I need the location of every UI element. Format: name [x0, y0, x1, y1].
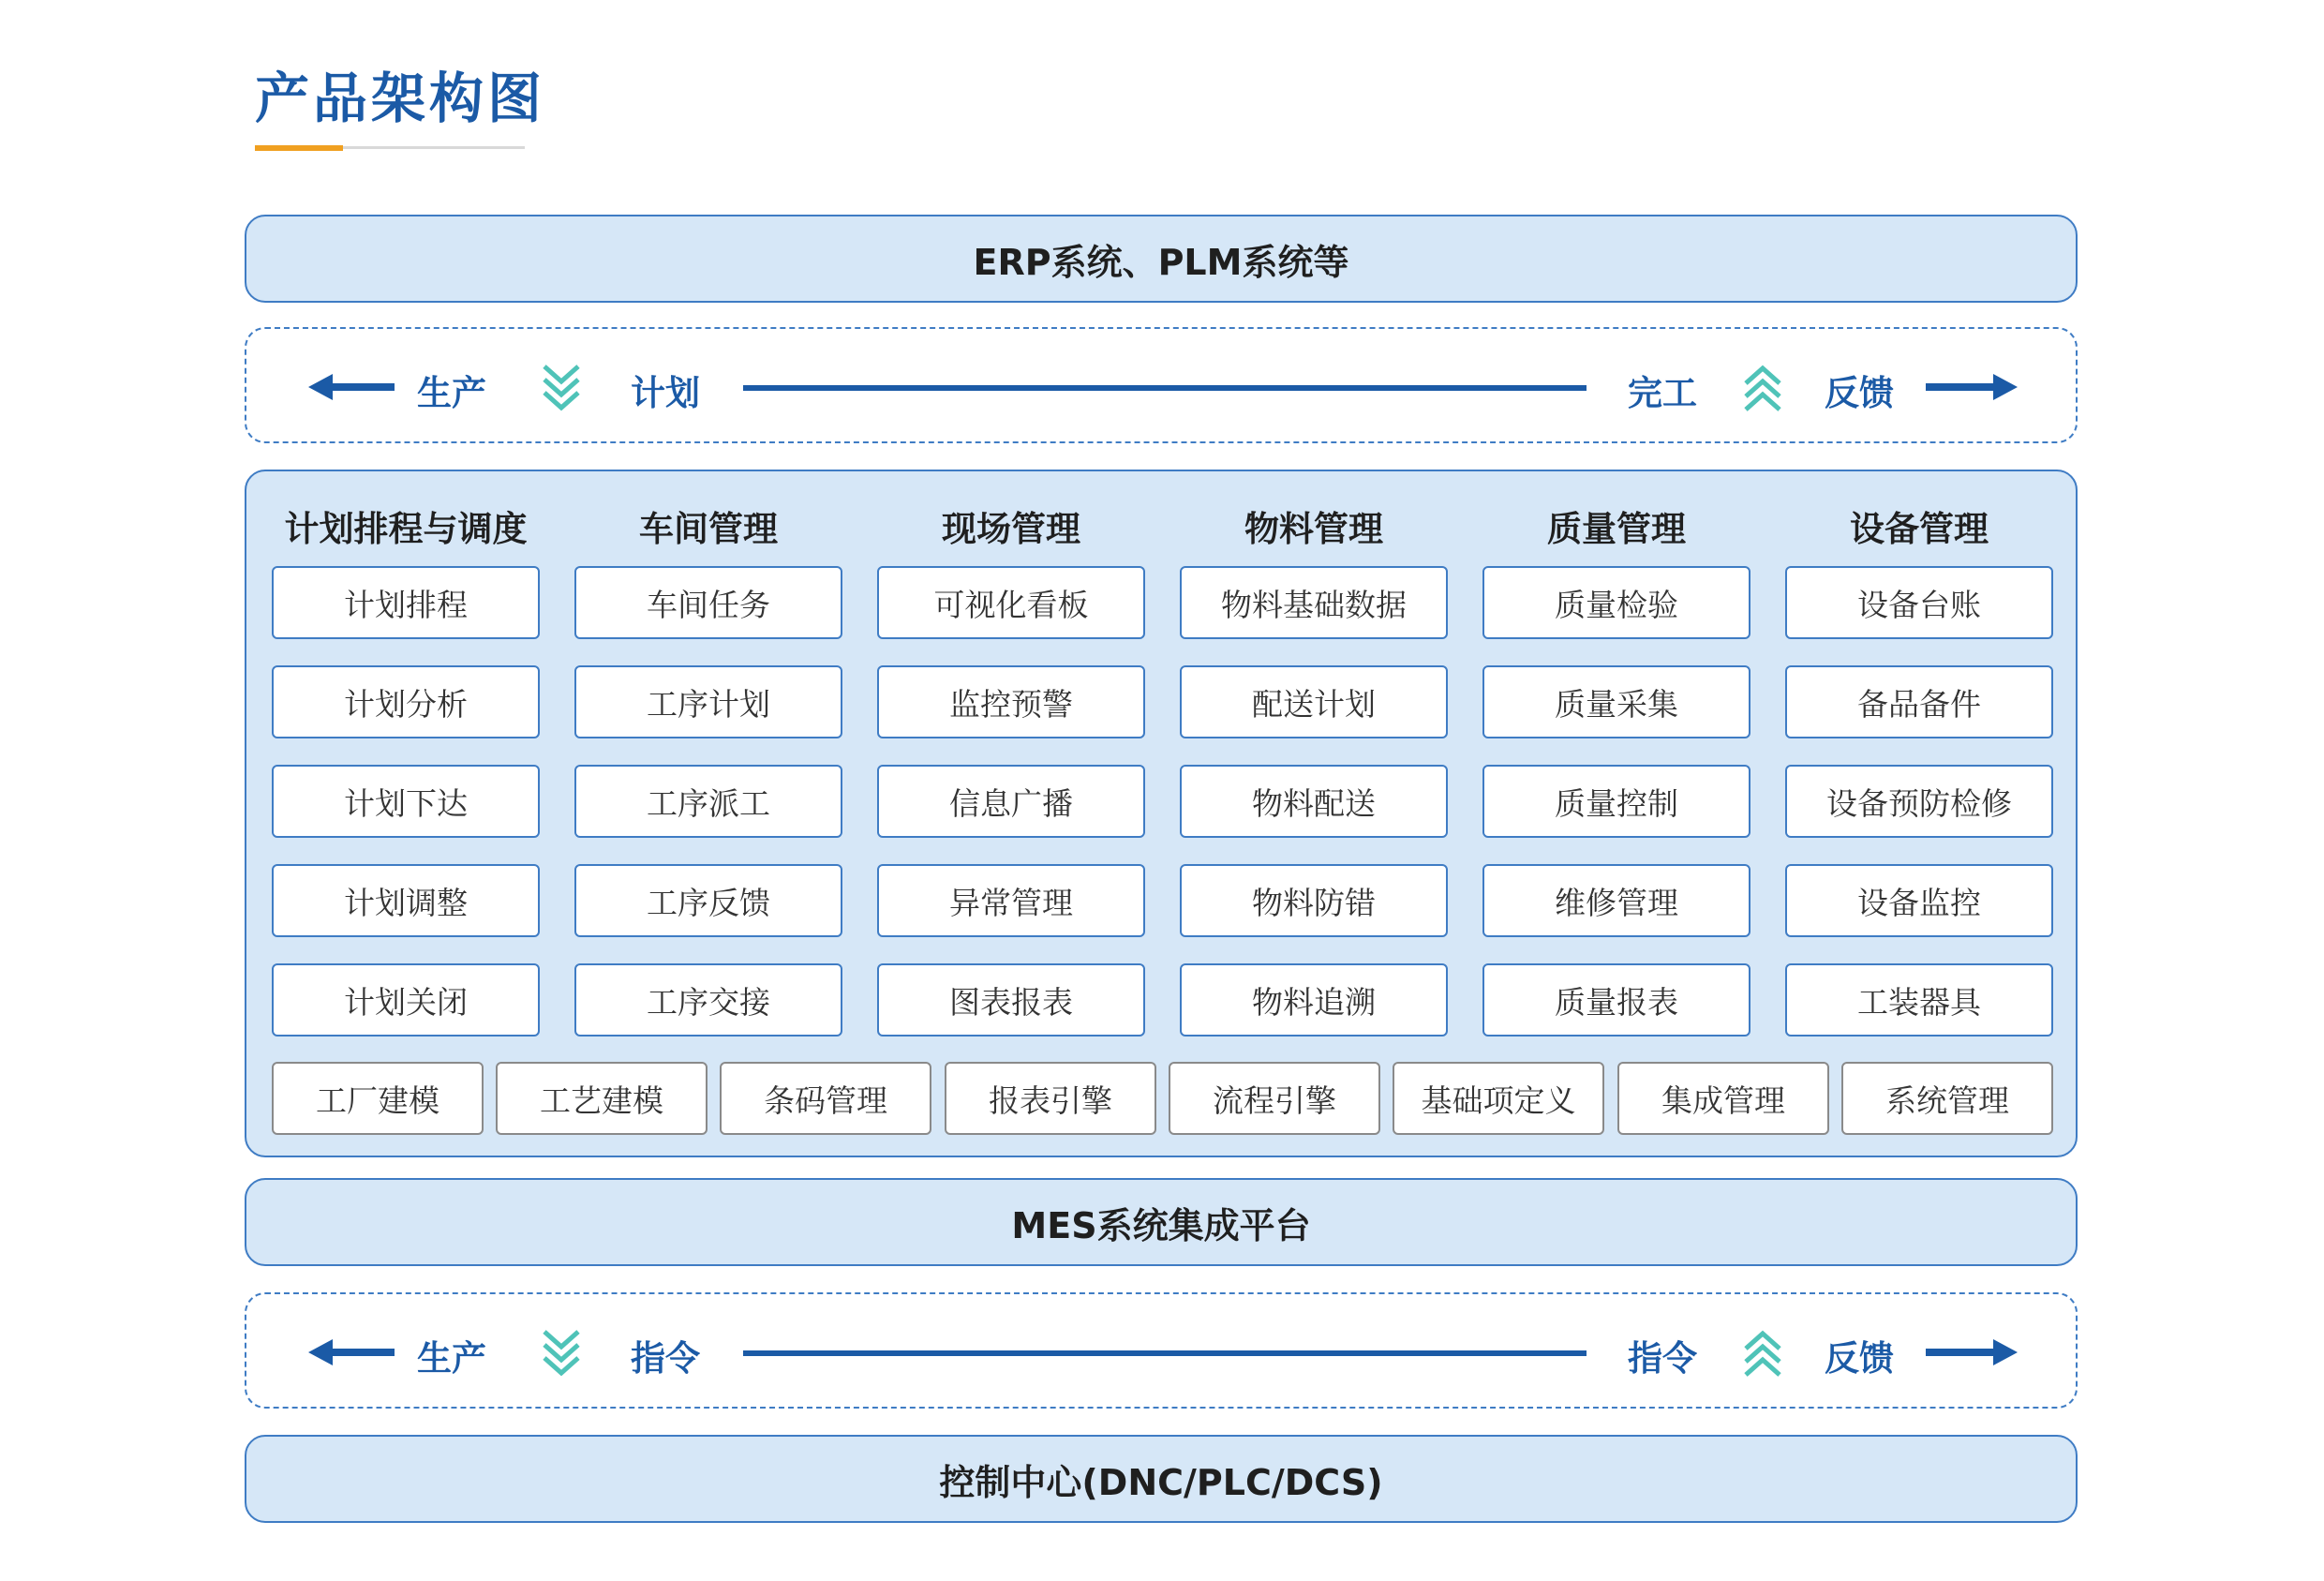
column-header-equipment: 设备管理 — [1850, 509, 1989, 549]
arrow-right-icon — [1926, 1335, 2018, 1369]
module-item: 信息广播 — [877, 765, 1145, 838]
module-item: 设备监控 — [1785, 864, 2053, 937]
arrow-left-icon — [308, 370, 395, 404]
module-item: 物料防错 — [1180, 864, 1448, 937]
erp-bar: ERP系统、PLM系统等 — [245, 215, 2078, 303]
flow-top-label-plan: 计划 — [631, 373, 700, 413]
base-item: 基础项定义 — [1393, 1062, 1604, 1135]
base-item: 工艺建模 — [496, 1062, 708, 1135]
chevron-down-icon — [541, 363, 582, 413]
module-item: 可视化看板 — [877, 566, 1145, 639]
flow-bottom-label-production: 生产 — [417, 1338, 486, 1379]
module-item: 质量报表 — [1482, 963, 1750, 1037]
module-item: 计划排程 — [272, 566, 540, 639]
base-item: 系统管理 — [1841, 1062, 2053, 1135]
flow-top-label-feedback: 反馈 — [1825, 373, 1894, 413]
column-header-scheduling: 计划排程与调度 — [284, 509, 528, 549]
page-title: 产品架构图 — [255, 67, 546, 130]
flow-bottom-line — [743, 1350, 1587, 1356]
module-item: 质量检验 — [1482, 566, 1750, 639]
chevron-down-icon — [541, 1328, 582, 1379]
module-item: 计划调整 — [272, 864, 540, 937]
module-item: 图表报表 — [877, 963, 1145, 1037]
flow-top-line — [743, 385, 1587, 391]
arrow-left-icon — [308, 1335, 395, 1369]
chevron-up-icon — [1742, 363, 1783, 413]
chevron-up-icon — [1742, 1328, 1783, 1379]
module-item: 设备预防检修 — [1785, 765, 2053, 838]
base-item: 条码管理 — [720, 1062, 931, 1135]
flow-bottom-label-instruction: 指令 — [631, 1338, 700, 1379]
module-item: 工序反馈 — [574, 864, 842, 937]
arrow-right-icon — [1926, 370, 2018, 404]
module-item: 设备台账 — [1785, 566, 2053, 639]
module-item: 工序计划 — [574, 665, 842, 738]
column-header-material: 物料管理 — [1244, 509, 1383, 549]
module-item: 工装器具 — [1785, 963, 2053, 1037]
module-item: 车间任务 — [574, 566, 842, 639]
flow-top — [245, 327, 2078, 443]
control-center-bar: 控制中心(DNC/PLC/DCS) — [245, 1435, 2078, 1523]
module-item: 监控预警 — [877, 665, 1145, 738]
module-item: 备品备件 — [1785, 665, 2053, 738]
module-item: 计划关闭 — [272, 963, 540, 1037]
flow-bottom — [245, 1292, 2078, 1409]
flow-top-label-complete: 完工 — [1628, 373, 1697, 413]
base-item: 工厂建模 — [272, 1062, 484, 1135]
module-item: 质量采集 — [1482, 665, 1750, 738]
module-item: 物料追溯 — [1180, 963, 1448, 1037]
mes-bar: MES系统集成平台 — [245, 1178, 2078, 1266]
module-item: 物料基础数据 — [1180, 566, 1448, 639]
column-header-workshop: 车间管理 — [639, 509, 778, 549]
module-item: 工序派工 — [574, 765, 842, 838]
module-item: 异常管理 — [877, 864, 1145, 937]
module-item: 工序交接 — [574, 963, 842, 1037]
column-header-quality: 质量管理 — [1547, 509, 1686, 549]
module-item: 质量控制 — [1482, 765, 1750, 838]
flow-bottom-label-instruction-right: 指令 — [1628, 1338, 1697, 1379]
module-item: 计划下达 — [272, 765, 540, 838]
base-item: 报表引擎 — [945, 1062, 1156, 1135]
flow-bottom-label-feedback: 反馈 — [1825, 1338, 1894, 1379]
module-item: 计划分析 — [272, 665, 540, 738]
base-item: 流程引擎 — [1169, 1062, 1380, 1135]
module-item: 配送计划 — [1180, 665, 1448, 738]
module-item: 物料配送 — [1180, 765, 1448, 838]
column-header-onsite: 现场管理 — [942, 509, 1080, 549]
module-item: 维修管理 — [1482, 864, 1750, 937]
flow-top-label-production: 生产 — [417, 373, 486, 413]
base-item: 集成管理 — [1617, 1062, 1829, 1135]
title-underline-accent — [255, 145, 343, 151]
